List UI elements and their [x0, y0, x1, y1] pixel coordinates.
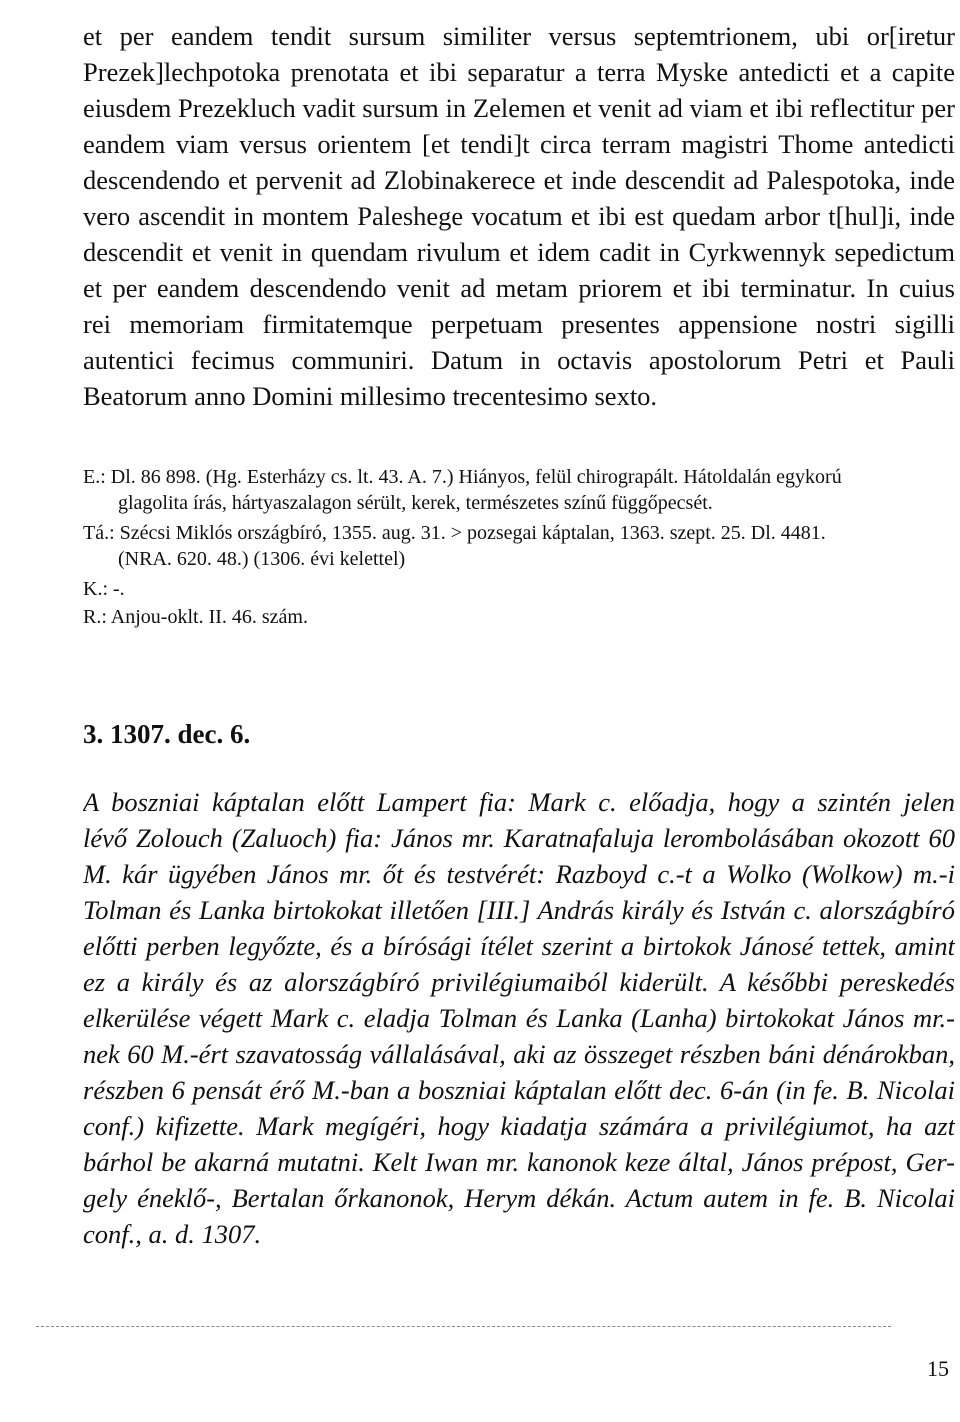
regest-line: Tolman és Lanka birtokokat illetően [III.] András király és István c. alországbíró [83, 895, 955, 925]
regest-line: részben 6 pensát érő M.-ban a boszniai káptalan előtt dec. 6-án (in fe. B. Nicolai [83, 1075, 955, 1105]
text-line: rei memoriam firmitatemque perpetuam presentes appensione nostri sigilli [83, 309, 955, 339]
text-line: vero ascendit in montem Paleshege vocatum et ibi est quedam arbor t[hul]i, inde [83, 201, 955, 231]
note-ta-line-continued: (NRA. 620. 48.) (1306. évi kelettel) [118, 548, 406, 570]
text-line: eiusdem Prezekluch vadit sursum in Zelemen et venit ad viam et ibi reflectitur per [83, 93, 955, 123]
text-line: et per eandem descendendo venit ad metam priorem et ibi terminatur. In cuius [83, 273, 955, 303]
regest-line: gely éneklő-, Bertalan őrkanonok, Herym dékán. Actum autem in fe. B. Nicolai [83, 1183, 955, 1213]
note-ta-line: Tá.: Szécsi Miklós országbíró, 1355. aug. 31. > pozsegai káptalan, 1363. szept. 25. Dl. 4481. [83, 522, 826, 544]
regest-line: ez a király és az alországbíró privilégiumaiból kiderült. A későbbi pereskedés [83, 967, 955, 997]
text-line: descendit et venit in quendam rivulum et idem cadit in Cyrkwennyk sepedictum [83, 237, 955, 267]
regest-line: conf.) kifizette. Mark megígéri, hogy kiadatja számára a privilégiumot, ha azt [83, 1111, 955, 1141]
regest-line: conf., a. d. 1307. [83, 1219, 262, 1249]
note-e-line: E.: Dl. 86 898. (Hg. Esterházy cs. lt. 43. A. 7.) Hiányos, felül chirograpált. Hátoldalán egykorú [83, 466, 842, 488]
text-line: eandem viam versus orientem [et tendi]t circa terram magistri Thome antedicti [83, 129, 955, 159]
page-number: 15 [927, 1356, 949, 1381]
text-line: et per eandem tendit sursum similiter versus septemtrionem, ubi or[iretur [83, 21, 955, 51]
regest-line: előtti perben legyőzte, és a bírósági ítélet szerint a birtokok Jánosé tettek, amint [83, 931, 955, 961]
text-line: Beatorum anno Domini millesimo trecentesimo sexto. [83, 381, 658, 411]
regest-line: A boszniai káptalan előtt Lampert fia: Mark c. előadja, hogy a szintén jelen [83, 787, 955, 817]
footer-rule [36, 1326, 891, 1327]
note-e-line-continued: glagolita írás, hártyaszalagon sérült, kerek, természetes színű függőpecsét. [118, 492, 713, 514]
text-line: Prezek]lechpotoka prenotata et ibi separatur a terra Myske antedicti et a capite [83, 57, 955, 87]
regest-line: bárhol be akarná mutatni. Kelt Iwan mr. kanonok keze által, János prépost, Ger- [83, 1147, 955, 1177]
entry-heading: 3. 1307. dec. 6. [83, 719, 251, 749]
note-r-line: R.: Anjou-oklt. II. 46. szám. [83, 606, 308, 628]
note-k-line: K.: -. [83, 578, 125, 600]
regest-line: nek 60 M.-ért szavatosság vállalásával, aki az összeget részben báni dénárokban, [83, 1039, 955, 1069]
regest-line: lévő Zolouch (Zaluoch) fia: János mr. Karatnafaluja lerombolásában okozott 60 [83, 823, 955, 853]
text-line: descendendo et pervenit ad Zlobinakerece et inde descendit ad Palespotoka, inde [83, 165, 955, 195]
text-line: autentici fecimus communiri. Datum in octavis apostolorum Petri et Pauli [83, 345, 955, 375]
regest-line: elkerülése végett Mark c. eladja Tolman és Lanka (Lanha) birtokokat János mr.- [83, 1003, 955, 1033]
regest-line: M. kár ügyében János mr. őt és testvérét: Razboyd c.-t a Wolko (Wolkow) m.-i [83, 859, 955, 889]
